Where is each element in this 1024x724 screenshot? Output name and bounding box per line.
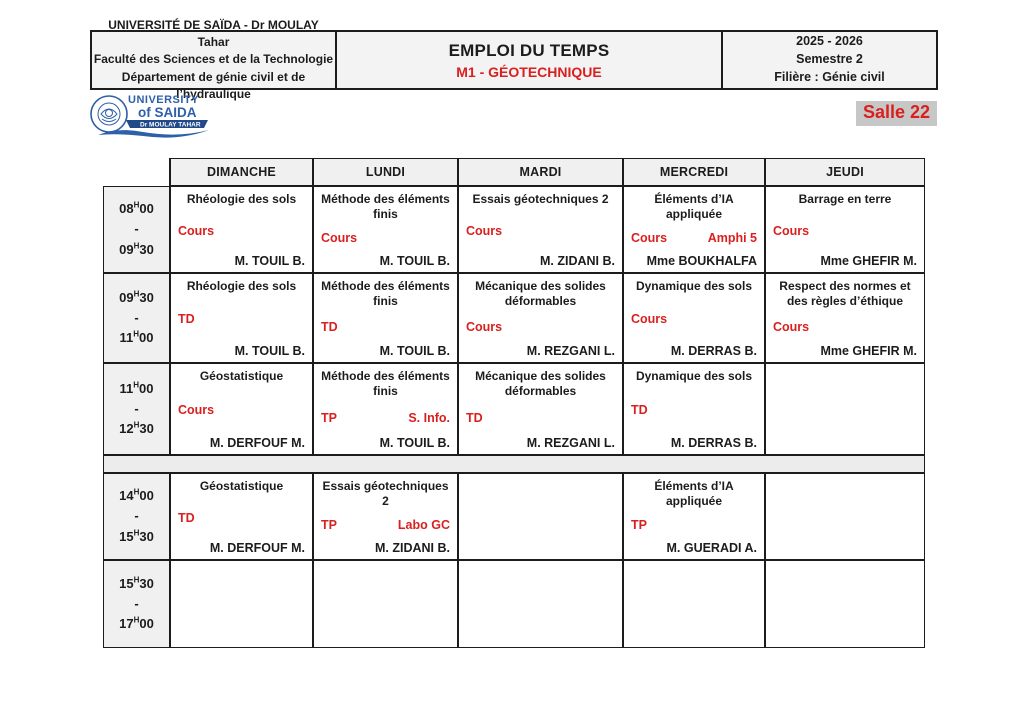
teacher-name: M. REZGANI L. <box>526 436 615 450</box>
teacher-name: Mme GHEFIR M. <box>820 254 917 268</box>
course-cell <box>170 273 313 363</box>
session-location: Labo GC <box>397 518 450 532</box>
course-title: Éléments d’IA appliquée <box>654 479 734 508</box>
time-end: $15^H30$ <box>119 528 154 544</box>
course-cell <box>313 473 458 560</box>
teacher-name: M. DERFOUF M. <box>209 541 305 555</box>
time-start: $09^H30$ <box>119 289 154 305</box>
session-type: TP <box>321 410 337 425</box>
course-title: Dynamique des sols <box>635 369 753 383</box>
session-type: Cours <box>466 319 503 334</box>
time-dash: - <box>134 508 139 524</box>
university-name: UNIVERSITÉ DE SAÏDA - Dr MOULAY Tahar <box>108 17 319 49</box>
time-start: $15^H30$ <box>119 575 154 591</box>
academic-year: 2025 - 2026 <box>796 34 863 49</box>
table-corner-spacer <box>103 158 170 186</box>
session-type: Cours <box>631 312 668 326</box>
course-cell <box>458 273 623 363</box>
time-slot <box>103 473 170 560</box>
day-header: MARDI <box>458 158 623 186</box>
program-title: M1 - GÉOTECHNIQUE <box>456 63 602 80</box>
session-type: TD <box>178 312 195 326</box>
time-end: $12^H30$ <box>119 420 154 437</box>
teacher-name: M. TOUIL B. <box>379 436 450 450</box>
session-type: Cours <box>631 231 668 245</box>
session-type: TD <box>321 319 338 334</box>
course-title: Éléments d’IA appliquée <box>654 192 734 221</box>
time-dash: - <box>134 309 139 325</box>
session-type: Cours <box>178 223 215 238</box>
course-cell <box>765 363 925 455</box>
session-type: Cours <box>466 223 503 238</box>
time-start: $11^H00$ <box>119 380 154 396</box>
course-cell <box>623 473 765 560</box>
teacher-name: Mme GHEFIR M. <box>820 344 917 358</box>
course-cell <box>170 186 313 273</box>
logo-swoosh <box>98 130 209 138</box>
course-cell <box>765 560 925 648</box>
course-cell <box>313 363 458 455</box>
university-logo <box>86 90 216 142</box>
day-header: LUNDI <box>313 158 458 186</box>
filiere: Filière : Génie civil <box>774 69 885 84</box>
teacher-name: M. DERFOUF M. <box>209 436 305 450</box>
course-cell <box>170 560 313 648</box>
course-cell <box>458 363 623 455</box>
teacher-name: Mme BOUKHALFA <box>646 254 757 268</box>
course-title: Géostatistique <box>199 479 284 493</box>
course-cell <box>765 473 925 560</box>
course-title: Méthode des éléments finis <box>321 192 450 221</box>
document-title: EMPLOI DU TEMPS <box>448 40 610 60</box>
logo-line1: UNIVERSITY <box>128 94 200 106</box>
logo-line2: of SAIDA <box>138 105 197 120</box>
course-cell <box>623 186 765 273</box>
department-name: Département de génie civil et de l’hydraulique <box>121 69 306 102</box>
course-cell <box>313 186 458 273</box>
logo-line3: Dr MOULAY TAHAR <box>140 121 201 129</box>
time-slot <box>103 273 170 363</box>
time-dash: - <box>134 221 139 237</box>
faculty-name: Faculté des Sciences et de la Technologie <box>93 52 334 67</box>
course-title: Essais géotechniques 2 <box>472 192 609 206</box>
course-title: Méthode des éléments finis <box>321 279 450 308</box>
session-type: TP <box>631 518 647 532</box>
session-type: TD <box>466 410 483 425</box>
time-start: $14^H00$ <box>119 487 154 504</box>
course-title: Méthode des éléments finis <box>321 369 450 398</box>
teacher-name: M. REZGANI L. <box>526 344 615 358</box>
document-title-box <box>337 30 723 90</box>
room-badge: Salle 22 <box>856 101 937 126</box>
session-type: Cours <box>773 223 810 238</box>
teacher-name: M. GUERADI A. <box>666 541 757 555</box>
course-cell <box>170 473 313 560</box>
session-type: Cours <box>773 319 810 334</box>
time-dash: - <box>134 400 139 416</box>
time-slot <box>103 186 170 273</box>
course-cell <box>313 273 458 363</box>
teacher-name: M. TOUIL B. <box>379 254 450 268</box>
session-type: Cours <box>178 403 215 417</box>
time-start: $08^H00$ <box>119 200 154 217</box>
course-title: Dynamique des sols <box>635 279 753 293</box>
course-title: Barrage en terre <box>798 192 892 206</box>
session-location: S. Info. <box>408 410 450 425</box>
course-title: Mécanique des solides déformables <box>475 369 606 398</box>
course-cell <box>458 186 623 273</box>
course-cell <box>170 363 313 455</box>
session-location: Amphi 5 <box>707 231 757 245</box>
course-title: Respect des normes et des règles d’éthique <box>779 279 911 308</box>
teacher-name: M. ZIDANI B. <box>540 254 615 268</box>
session-type: Cours <box>321 231 358 245</box>
time-end: $17^H00$ <box>119 615 154 632</box>
time-slot <box>103 363 170 455</box>
separator-row <box>103 455 925 473</box>
teacher-name: M. DERRAS B. <box>670 436 757 450</box>
course-cell <box>313 560 458 648</box>
time-end: $11^H00$ <box>119 329 154 346</box>
time-end: $09^H30$ <box>119 241 154 257</box>
course-title: Rhéologie des sols <box>186 279 297 293</box>
course-cell <box>623 560 765 648</box>
session-type: TD <box>178 510 195 525</box>
timetable-grid <box>103 158 925 648</box>
course-cell <box>765 186 925 273</box>
day-header: MERCREDI <box>623 158 765 186</box>
course-cell <box>458 560 623 648</box>
course-title: Mécanique des solides déformables <box>475 279 606 308</box>
teacher-name: M. DERRAS B. <box>670 344 757 358</box>
session-info-box <box>723 30 938 90</box>
session-type: TP <box>321 518 337 532</box>
course-cell <box>458 473 623 560</box>
teacher-name: M. TOUIL B. <box>379 344 450 358</box>
teacher-name: M. ZIDANI B. <box>375 541 450 555</box>
session-type: TD <box>631 403 648 417</box>
course-cell <box>765 273 925 363</box>
course-cell <box>623 363 765 455</box>
course-cell <box>623 273 765 363</box>
course-title: Rhéologie des sols <box>186 192 297 206</box>
teacher-name: M. TOUIL B. <box>234 344 305 358</box>
day-header: JEUDI <box>765 158 925 186</box>
time-slot <box>103 560 170 648</box>
course-title: Essais géotechniques 2 <box>322 479 449 508</box>
course-title: Géostatistique <box>199 369 284 383</box>
teacher-name: M. TOUIL B. <box>234 254 305 268</box>
semester: Semestre 2 <box>796 52 863 67</box>
day-header: DIMANCHE <box>170 158 313 186</box>
time-dash: - <box>134 595 139 611</box>
